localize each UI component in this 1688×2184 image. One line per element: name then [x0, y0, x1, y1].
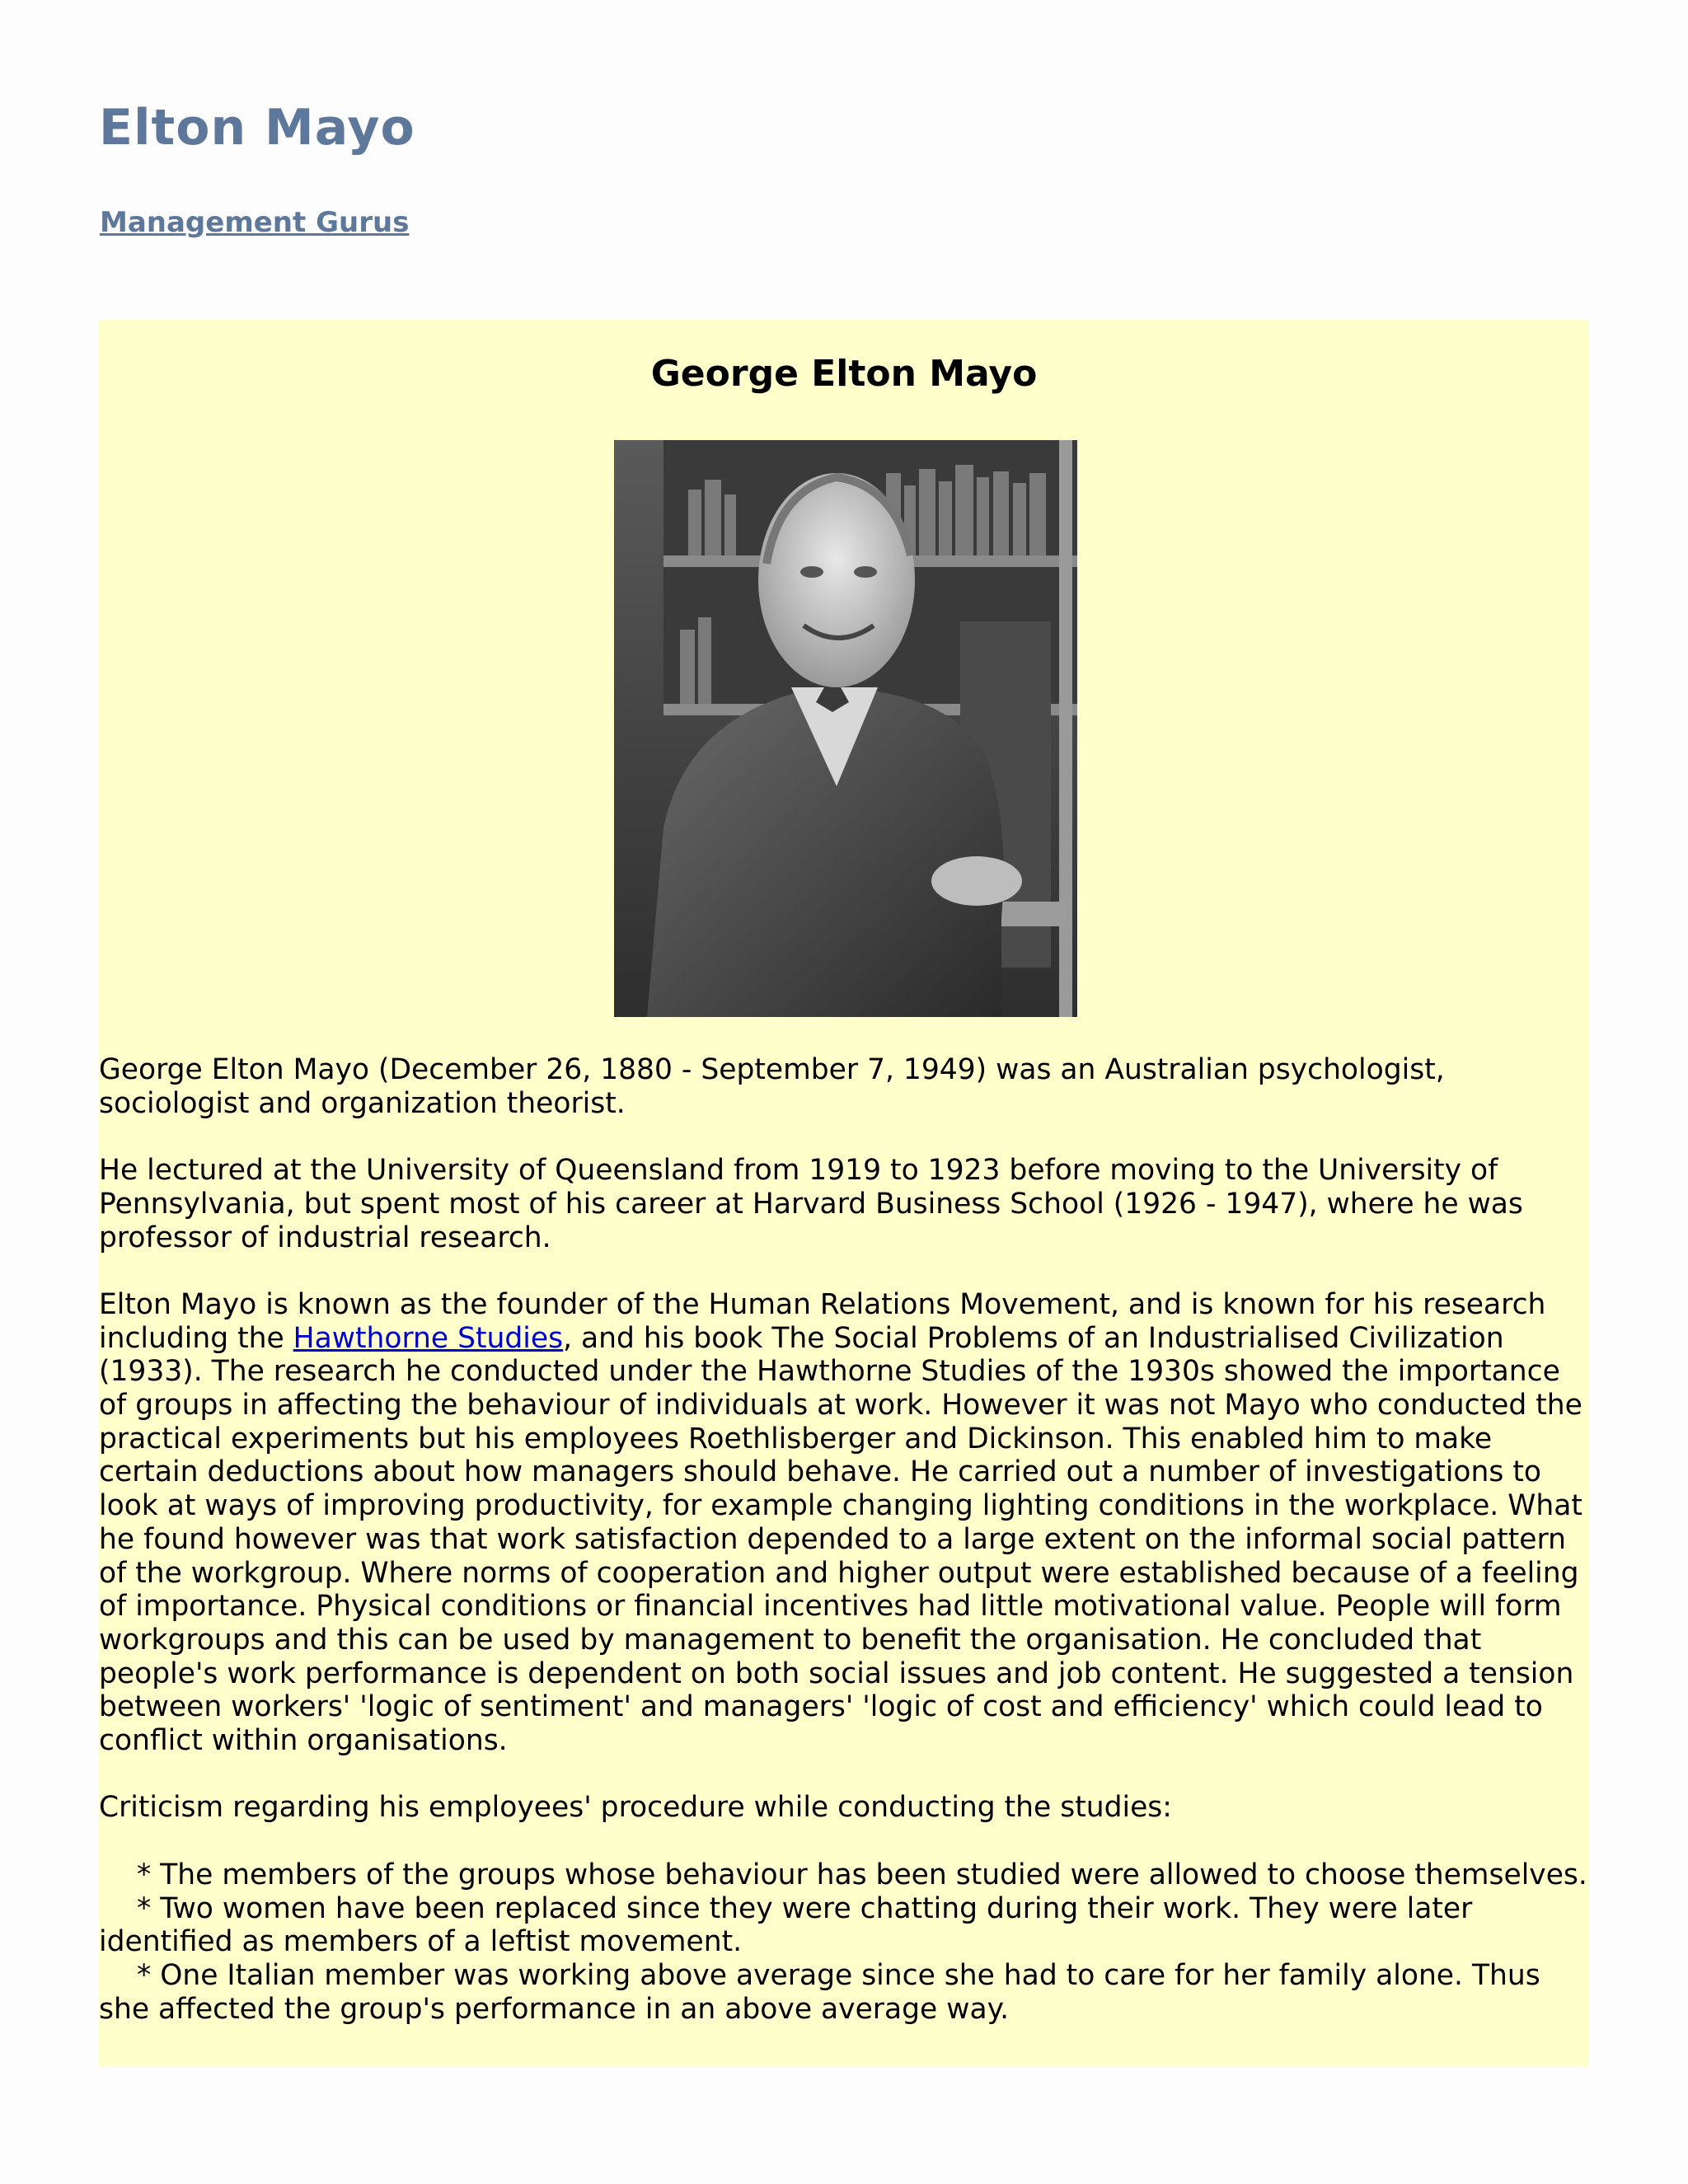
hawthorne-studies-link[interactable]: Hawthorne Studies — [293, 1321, 564, 1355]
list-item-text: * The members of the groups whose behaviour has been studied were allowed to choose themselves. — [137, 1858, 1587, 1891]
intro-paragraph: George Elton Mayo (December 26, 1880 - September 7, 1949) was an Australian psychologist, sociologist and organization theorist. — [99, 1053, 1445, 1120]
list-item — [99, 1858, 1589, 1892]
list-item — [99, 1959, 1589, 2026]
research-text-start: Elton Mayo is known as the founder of the Human Relations Movement, and is known for his research including the — [99, 1287, 1546, 1355]
page-title: Elton Mayo — [99, 99, 415, 157]
article-container — [99, 320, 1589, 2067]
list-item-text: * One Italian member was working above average since she had to care for her family alone. Thus she affected the group's performance in an above average way. — [99, 1958, 1540, 2026]
article-body — [99, 1053, 1589, 2026]
list-item-text: * Two women have been replaced since they were chatting during their work. They were later identified as members of a leftist movement. — [99, 1891, 1473, 1959]
research-paragraph — [99, 1288, 1589, 1758]
article-title: George Elton Mayo — [650, 353, 1038, 395]
list-item — [99, 1892, 1589, 1959]
career-paragraph: He lectured at the University of Queensland from 1919 to 1923 before moving to the University of Pennsylvania, but spent most of his career at Harvard Business School (1926 - 1947), where he was professor of industrial research. — [99, 1154, 1523, 1254]
portrait-photo — [614, 440, 1077, 1017]
management-gurus-link[interactable]: Management Gurus — [100, 206, 410, 239]
research-text-end: , and his book The Social Problems of an Industrialised Civilization (1933). The research he conducted under the Hawthorne Studies of the 1930s showed the importance of groups in affecting the behaviour of individuals at work. However it was not Mayo who conducted the practical experiments but his employees Roethlisberger and Dickinson. This enabled him to make certain deductions about how managers should behave. He carried out a number of investigations to look at ways of improving productivity, for example changing lighting conditions in the workplace. What he found however was that work satisfaction depended to a large extent on the informal social pattern of the workgroup. Where norms of cooperation and higher output were established because of a feeling of importance. Physical conditions or financial incentives had little motivational value. People will form workgroups and this can be used by management to benefit the organisation. He concluded that people's work performance is dependent on both social issues and job content. He suggested a tension between workers' 'logic of sentiment' and managers' 'logic of cost and efficiency' which could lead to conflict within organisations. — [99, 1321, 1582, 1758]
criticism-intro: Criticism regarding his employees' procedure while conducting the studies: — [99, 1791, 1172, 1825]
